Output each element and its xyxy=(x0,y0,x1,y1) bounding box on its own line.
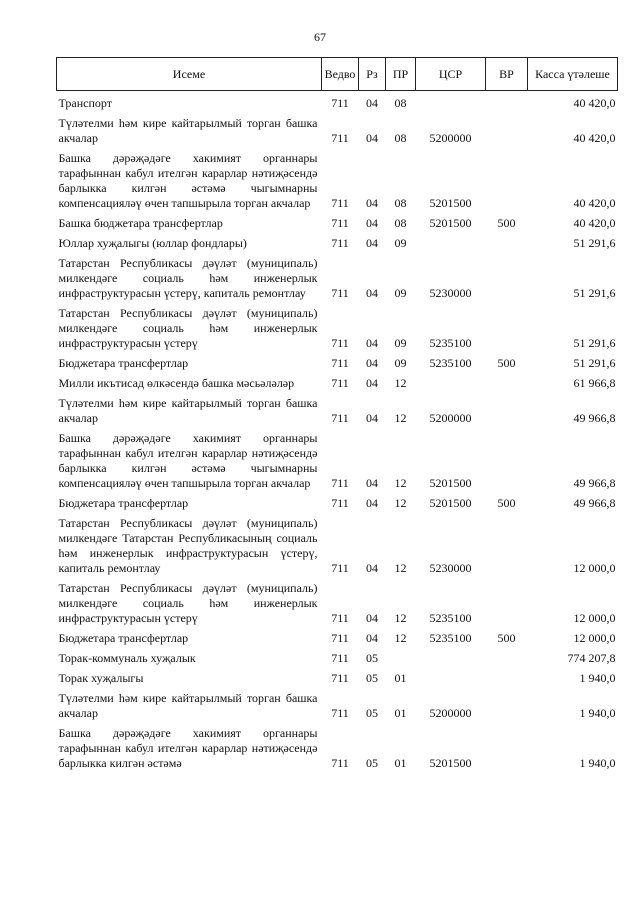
row-sum: 774 207,8 xyxy=(567,651,616,665)
row-sum: 49 966,8 xyxy=(573,496,616,510)
row-ved: 711 xyxy=(331,706,349,720)
table-row xyxy=(57,251,618,301)
row-rz: 04 xyxy=(366,96,378,110)
row-pr: 12 xyxy=(394,376,407,390)
row-vr xyxy=(486,391,528,426)
row-sum: 12 000,0 xyxy=(573,611,616,625)
row-pr: 09 xyxy=(394,286,407,300)
table-row xyxy=(57,146,618,211)
row-sum: 1 940,0 xyxy=(579,671,616,685)
row-sum: 40 420,0 xyxy=(573,96,616,110)
table-row xyxy=(57,91,618,112)
row-ved: 711 xyxy=(331,336,349,350)
table-row xyxy=(57,111,618,146)
row-name: Татарстан Республикасы дәүләт (муниципаль) милкендәге социаль һәм инженерлык инфраструктурасын үстерү xyxy=(58,581,318,625)
row-csr xyxy=(416,371,486,391)
row-pr: 08 xyxy=(394,96,407,110)
row-csr xyxy=(416,666,486,686)
row-rz: 04 xyxy=(366,286,378,300)
row-ved: 711 xyxy=(331,286,349,300)
row-pr: 01 xyxy=(394,706,407,720)
table-row xyxy=(57,686,618,721)
row-sum: 1 940,0 xyxy=(579,756,616,770)
table-row xyxy=(57,231,618,251)
row-vr xyxy=(486,686,528,721)
row-ved: 711 xyxy=(331,236,349,250)
row-csr: 5201500 xyxy=(429,756,472,770)
row-vr xyxy=(486,666,528,686)
row-rz: 05 xyxy=(366,756,378,770)
row-name: Бюджетара трансфертлар xyxy=(58,631,189,645)
row-csr xyxy=(416,646,486,666)
row-sum: 40 420,0 xyxy=(573,196,616,210)
header-sum: Касса үтәлеше xyxy=(528,58,618,91)
row-csr: 5235100 xyxy=(429,336,472,350)
row-sum: 51 291,6 xyxy=(573,336,616,350)
row-vr xyxy=(486,511,528,576)
row-vr xyxy=(486,251,528,301)
row-pr: 12 xyxy=(394,476,407,490)
row-pr: 01 xyxy=(394,756,407,770)
table-row xyxy=(57,211,618,231)
row-rz: 04 xyxy=(366,196,378,210)
row-vr xyxy=(486,576,528,626)
header-vr: ВР xyxy=(486,58,528,91)
row-sum: 1 940,0 xyxy=(579,706,616,720)
table-row xyxy=(57,491,618,511)
header-csr: ЦСР xyxy=(416,58,486,91)
row-name: Башка дәрәҗәдәге хакимият органнары тарафыннан кабул ителгән карарлар нәтиҗәсендә барлыкка килгән әстәмә чыгымнарны компенсацияләү өчен тапшырыла торган акчалар xyxy=(58,431,318,490)
row-csr: 5235100 xyxy=(429,631,472,645)
row-pr: 12 xyxy=(394,496,407,510)
row-name: Түләтелми һәм кире кайтарылмый торган башка акчалар xyxy=(58,691,318,720)
row-vr xyxy=(486,111,528,146)
header-ved: Ведво xyxy=(322,58,359,91)
row-csr: 5200000 xyxy=(429,706,472,720)
table-row xyxy=(57,371,618,391)
budget-table xyxy=(56,57,618,771)
row-ved: 711 xyxy=(331,196,349,210)
header-name: Исеме xyxy=(57,58,322,91)
row-rz: 04 xyxy=(366,356,378,370)
row-rz: 04 xyxy=(366,131,378,145)
table-row xyxy=(57,576,618,626)
row-ved: 711 xyxy=(331,671,349,685)
row-vr xyxy=(486,426,528,491)
row-vr: 500 xyxy=(497,496,516,510)
row-sum: 51 291,6 xyxy=(573,356,616,370)
table-row xyxy=(57,511,618,576)
row-ved: 711 xyxy=(331,131,349,145)
row-name: Түләтелми һәм кире кайтарылмый торган башка акчалар xyxy=(58,116,318,145)
row-pr: 12 xyxy=(394,631,407,645)
table-row xyxy=(57,646,618,666)
table-row xyxy=(57,666,618,686)
row-sum: 49 966,8 xyxy=(573,476,616,490)
row-vr: 500 xyxy=(497,216,516,230)
row-csr xyxy=(416,231,486,251)
row-rz: 04 xyxy=(366,336,378,350)
table-body xyxy=(57,91,618,772)
table-row xyxy=(57,721,618,771)
row-sum: 51 291,6 xyxy=(573,236,616,250)
row-name: Башка бюджетара трансфертлар xyxy=(58,216,223,230)
row-rz: 04 xyxy=(366,411,378,425)
row-rz: 04 xyxy=(366,631,378,645)
row-pr: 12 xyxy=(394,611,407,625)
row-name: Бюджетара трансфертлар xyxy=(58,356,189,370)
row-ved: 711 xyxy=(331,356,349,370)
row-csr: 5230000 xyxy=(429,561,472,575)
row-vr: 500 xyxy=(497,631,516,645)
row-name: Татарстан Республикасы дәүләт (муниципаль) милкендәге социаль һәм инженерлык инфраструктурасын үстерү xyxy=(58,306,318,350)
row-vr: 500 xyxy=(497,356,516,370)
row-ved: 711 xyxy=(331,496,349,510)
row-ved: 711 xyxy=(331,216,349,230)
row-csr: 5200000 xyxy=(429,411,472,425)
row-vr xyxy=(486,371,528,391)
row-csr: 5200000 xyxy=(429,131,472,145)
row-vr xyxy=(486,231,528,251)
row-pr xyxy=(386,646,416,666)
row-csr: 5230000 xyxy=(429,286,472,300)
row-name: Юллар хуҗалыгы (юллар фондлары) xyxy=(58,236,247,250)
row-ved: 711 xyxy=(331,756,349,770)
row-rz: 04 xyxy=(366,376,378,390)
row-vr xyxy=(486,301,528,351)
row-ved: 711 xyxy=(331,411,349,425)
row-pr: 08 xyxy=(394,216,407,230)
row-pr: 09 xyxy=(394,356,407,370)
row-rz: 04 xyxy=(366,496,378,510)
row-ved: 711 xyxy=(331,561,349,575)
row-pr: 09 xyxy=(394,336,407,350)
row-csr: 5201500 xyxy=(429,196,472,210)
table-row xyxy=(57,391,618,426)
table-row xyxy=(57,351,618,371)
row-rz: 05 xyxy=(366,651,378,665)
row-name: Башка дәрәҗәдәге хакимият органнары тарафыннан кабул ителгән карарлар нәтиҗәсендә барлыкка килгән әстәмә xyxy=(58,726,318,770)
row-pr: 08 xyxy=(394,131,407,145)
row-rz: 05 xyxy=(366,671,378,685)
row-sum: 61 966,8 xyxy=(573,376,616,390)
row-ved: 711 xyxy=(331,611,349,625)
row-name: Татарстан Республикасы дәүләт (муниципаль) милкендәге Татарстан Республикасының социаль һәм инженерлык инфраструктурасын үстерү, капиталь ремонтлау xyxy=(58,516,318,575)
row-pr: 01 xyxy=(394,671,407,685)
row-rz: 05 xyxy=(366,706,378,720)
row-vr xyxy=(486,91,528,112)
row-rz: 04 xyxy=(366,476,378,490)
row-pr: 09 xyxy=(394,236,407,250)
page-number: 67 xyxy=(314,30,326,44)
row-name: Милли икътисад өлкәсендә башка мәсьәләләр xyxy=(58,376,295,390)
row-ved: 711 xyxy=(331,651,349,665)
row-csr: 5235100 xyxy=(429,356,472,370)
table-row xyxy=(57,301,618,351)
row-pr: 08 xyxy=(394,196,407,210)
row-sum: 12 000,0 xyxy=(573,631,616,645)
row-sum: 12 000,0 xyxy=(573,561,616,575)
row-vr xyxy=(486,721,528,771)
row-name: Торак хуҗалыгы xyxy=(58,671,144,685)
row-csr: 5201500 xyxy=(429,476,472,490)
row-rz: 04 xyxy=(366,216,378,230)
row-vr xyxy=(486,146,528,211)
row-name: Торак-коммуналь хуҗалык xyxy=(58,651,196,665)
row-csr: 5201500 xyxy=(429,216,472,230)
row-rz: 04 xyxy=(366,236,378,250)
header-rz: Рз xyxy=(359,58,386,91)
row-csr: 5235100 xyxy=(429,611,472,625)
row-name: Башка дәрәҗәдәге хакимият органнары тарафыннан кабул ителгән карарлар нәтиҗәсендә барлыкка килгән әстәмә чыгымнарны компенсацияләү өчен тапшырыла торган акчалар xyxy=(58,151,318,210)
row-ved: 711 xyxy=(331,476,349,490)
row-ved: 711 xyxy=(331,376,349,390)
row-vr xyxy=(486,646,528,666)
row-pr: 12 xyxy=(394,561,407,575)
row-csr: 5201500 xyxy=(429,496,472,510)
row-name: Бюджетара трансфертлар xyxy=(58,496,189,510)
header-pr: ПР xyxy=(386,58,416,91)
row-ved: 711 xyxy=(331,631,349,645)
row-name: Түләтелми һәм кире кайтарылмый торган башка акчалар xyxy=(58,396,318,425)
row-sum: 40 420,0 xyxy=(573,131,616,145)
row-rz: 04 xyxy=(366,611,378,625)
table-row xyxy=(57,626,618,646)
row-pr: 12 xyxy=(394,411,407,425)
table-header xyxy=(57,58,618,91)
row-sum: 49 966,8 xyxy=(573,411,616,425)
row-sum: 40 420,0 xyxy=(573,216,616,230)
row-sum: 51 291,6 xyxy=(573,286,616,300)
row-rz: 04 xyxy=(366,561,378,575)
row-ved: 711 xyxy=(331,96,349,110)
row-csr xyxy=(416,91,486,112)
row-name: Транспорт xyxy=(58,96,112,110)
row-name: Татарстан Республикасы дәүләт (муниципаль) милкендәге социаль һәм инженерлык инфраструктурасын үстерү, капиталь ремонтлау xyxy=(58,256,318,300)
table-row xyxy=(57,426,618,491)
